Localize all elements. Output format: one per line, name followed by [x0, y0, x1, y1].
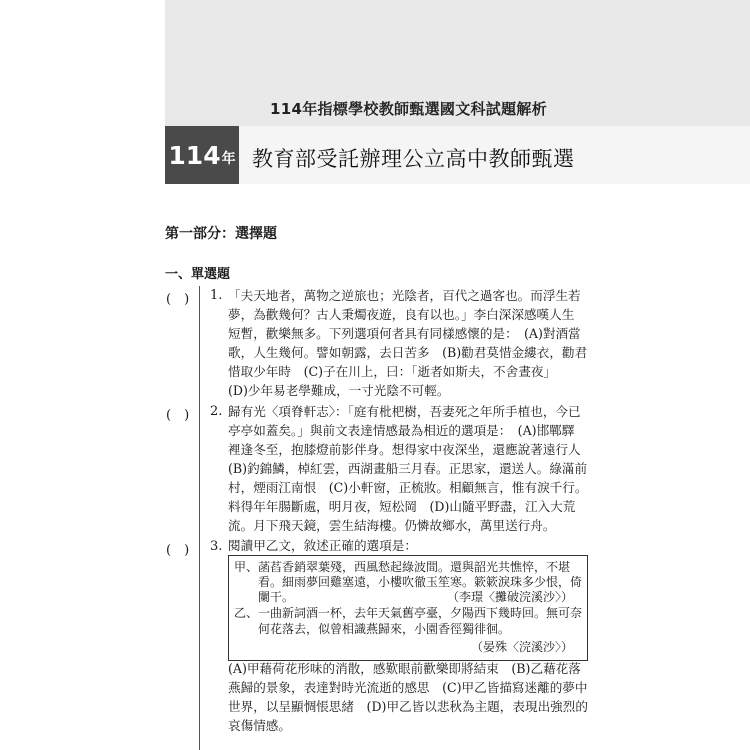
- question-number: 1.: [210, 288, 223, 303]
- passage-line: 乙、一曲新詞酒一杯，去年天氣舊亭臺，夕陽西下幾時回。無可奈: [234, 606, 583, 620]
- question-text-line: (B)釣錦鱗，棹紅雲，西湖畫船三月春。正思家，還送人。綠滿前: [228, 461, 588, 476]
- question-text-line: 閱讀甲乙文，敘述正確的選項是：: [228, 538, 417, 553]
- year-badge: [165, 126, 239, 184]
- question-text-line: 村，煙雨江南恨 (C)小軒窗，正梳妝。相顧無言，惟有淚千行。: [228, 480, 588, 495]
- question-text-line: 歌，人生幾何。譬如朝露，去日苦多 (B)勸君莫惜金縷衣，勸君: [228, 345, 588, 360]
- book-title: 114年指標學校教師甄選國文科試題解析: [270, 100, 548, 118]
- answer-blank[interactable]: ( ): [166, 543, 190, 558]
- question-text-line: 夢，為歡幾何？古人秉燭夜遊，良有以也。」李白深深感嘆人生: [228, 307, 575, 322]
- option-line: (A)甲藉荷花形味的消散，感歎眼前歡樂即將結束 (B)乙藉花落: [228, 661, 581, 676]
- question-text-line: (D)少年易老學難成，一寸光陰不可輕。: [228, 383, 450, 398]
- question-text-line: 亭亭如蓋矣。」與前文表達情感最為相近的選項是： (A)邯鄲驛: [228, 423, 575, 438]
- subsection-title: 一、單選題: [165, 267, 231, 282]
- question-text-line: 裡逢冬至，抱膝燈前影伴身。想得家中夜深坐，還應說著遠行人: [228, 442, 581, 457]
- passage-source: （晏殊〈浣溪沙〉）: [470, 640, 573, 654]
- question-text-line: 歸有光〈項脊軒志〉：「庭有枇杷樹，吾妻死之年所手植也，今已: [228, 404, 581, 419]
- answer-blank[interactable]: ( ): [166, 292, 190, 307]
- answer-column-divider: [199, 286, 200, 750]
- page-title: 教育部受託辦理公立高中教師甄選: [252, 147, 575, 171]
- question-text-line: 料得年年腸斷處，明月夜，短松岡 (D)山隨平野盡，江入大荒: [228, 499, 576, 514]
- section-title: 第一部分：選擇題: [165, 226, 277, 242]
- year-number: 114: [168, 140, 221, 170]
- option-line: 燕歸的景象，表達對時光流逝的感思 (C)甲乙皆描寫迷離的夢中: [228, 680, 588, 695]
- passage-line: 看。細雨夢回雞塞遠，小樓吹徹玉笙寒。簌簌淚珠多少恨，倚: [258, 575, 583, 589]
- question-number: 3.: [210, 539, 223, 554]
- passage-line: 闌干。: [258, 590, 295, 604]
- year-unit: 年: [221, 151, 236, 167]
- question-text-line: 短暫，歡樂無多。下列選項何者具有同樣感懷的是： (A)對酒當: [228, 326, 581, 341]
- answer-blank[interactable]: ( ): [166, 408, 190, 423]
- passage-line: 何花落去，似曾相識燕歸來，小園香徑獨徘徊。: [258, 622, 511, 636]
- option-line: 世界，以呈顯惆悵思緒 (D)甲乙皆以悲秋為主題，表現出強烈的: [228, 699, 588, 714]
- question-number: 2.: [210, 404, 223, 419]
- question-text-line: 「夫天地者，萬物之逆旅也；光陰者，百代之過客也。而浮生若: [228, 288, 581, 303]
- option-line: 哀傷情感。: [228, 718, 291, 733]
- reading-passage-box: [228, 555, 588, 661]
- question-text-line: 流。月下飛天鏡，雲生結海樓。仍憐故鄉水，萬里送行舟。: [228, 518, 556, 533]
- passage-source: （李璟〈攤破浣溪沙〉）: [446, 590, 573, 604]
- passage-line: 甲、菡萏香銷翠葉殘，西風愁起綠波間。還與韶光共憔悴，不堪: [234, 560, 571, 574]
- question-text-line: 惜取少年時 (C)子在川上，曰：「逝者如斯夫，不舍晝夜」: [228, 364, 557, 379]
